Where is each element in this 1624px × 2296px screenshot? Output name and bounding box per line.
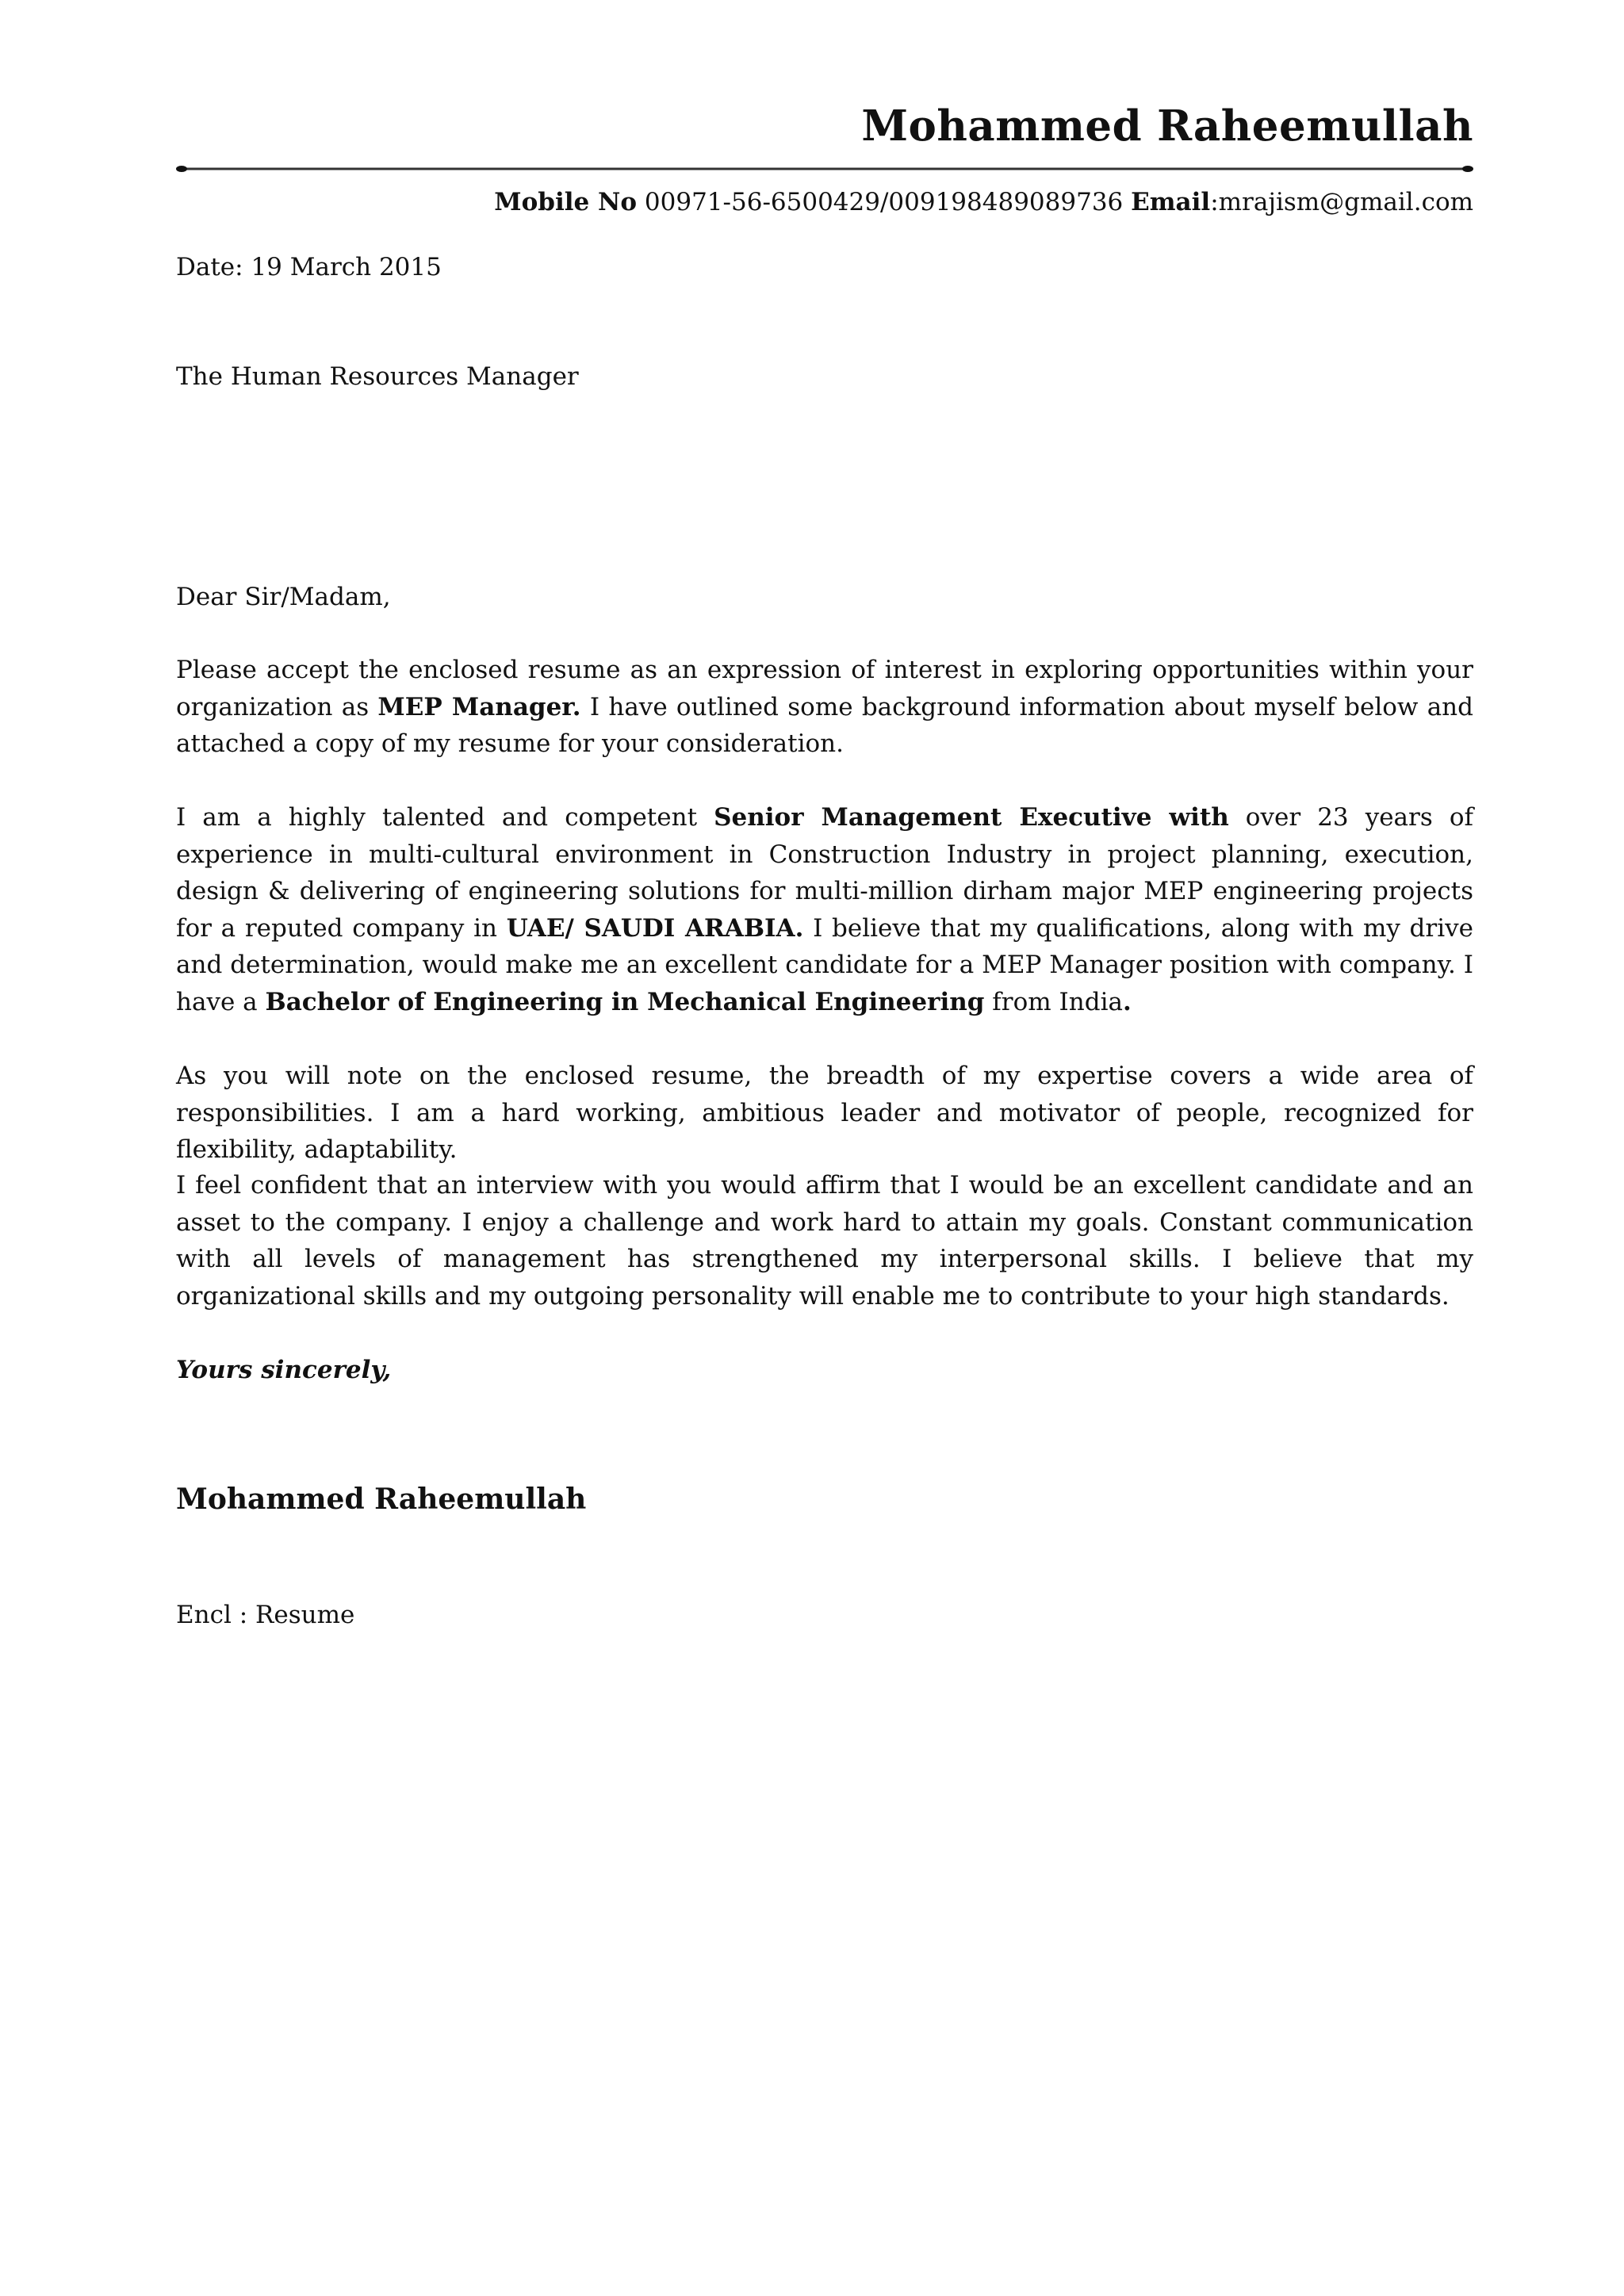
paragraph-2-bold-a: Senior Management Executive with xyxy=(714,803,1229,832)
enclosure: Encl : Resume xyxy=(176,1601,355,1629)
recipient: The Human Resources Manager xyxy=(176,362,579,391)
paragraph-2-text-a: I am a highly talented and competent xyxy=(176,803,714,832)
paragraph-2-bold-c: Bachelor of Engineering in Mechanical Engineering xyxy=(265,987,985,1016)
paragraph-2-text-d: from India xyxy=(984,987,1123,1016)
paragraph-2-bold-d: . xyxy=(1122,987,1132,1016)
divider-line xyxy=(176,165,1473,173)
mobile-value: 00971-56-6500429/009198489089736 xyxy=(637,188,1132,216)
email-label: Email xyxy=(1131,188,1211,216)
signature-name: Mohammed Raheemullah xyxy=(176,1483,587,1516)
paragraph-2-text-b: over 23 years of experience in multi-cultural environment in Construction Industry in project planning, execution, design & delivering of engineering solutions for multi-million dirham major MEP engineering projects for a reputed company in xyxy=(176,803,1473,943)
paragraph-2-bold-b: UAE/ SAUDI ARABIA. xyxy=(506,913,804,943)
paragraph-1-text-b: I have outlined some background information about myself below and attached a copy of my resume for your consideration. xyxy=(176,692,1473,758)
mobile-label: Mobile No xyxy=(494,188,638,216)
letter-date: Date: 19 March 2015 xyxy=(176,253,442,281)
header-divider xyxy=(176,165,1473,173)
paragraph-4: I feel confident that an interview with you would affirm that I would be an excellent candidate and an asset to the company. I enjoy a challenge and work hard to attain my goals. Constant communication with all levels of management has strengthened my interpersonal skills. I believe that my organizational skills and my outgoing personality will enable me to contribute to your high standards. xyxy=(176,1171,1473,1311)
salutation: Dear Sir/Madam, xyxy=(176,583,391,611)
paragraph-2 xyxy=(176,799,1473,1020)
paragraph-1 xyxy=(176,652,1473,763)
closing: Yours sincerely, xyxy=(176,1356,392,1384)
paragraph-1-bold-a: MEP Manager. xyxy=(377,692,581,721)
paragraph-1-text-a: Please accept the enclosed resume as an expression of interest in exploring opportunities within your organization as xyxy=(176,656,1473,721)
paragraph-3: As you will note on the enclosed resume, the breadth of my expertise covers a wide area of responsibilities. I am a hard working, ambitious leader and motivator of people, recognized for flexibility, adaptability. xyxy=(176,1062,1473,1164)
contact-line xyxy=(494,188,1473,216)
paragraph-2-text-c: I believe that my qualifications, along with my drive and determination, would make me an excellent candidate for a MEP Manager position with company. I have a xyxy=(176,913,1473,1016)
header-name: Mohammed Raheemullah xyxy=(861,101,1473,151)
email-value: :mrajism@gmail.com xyxy=(1210,188,1473,216)
